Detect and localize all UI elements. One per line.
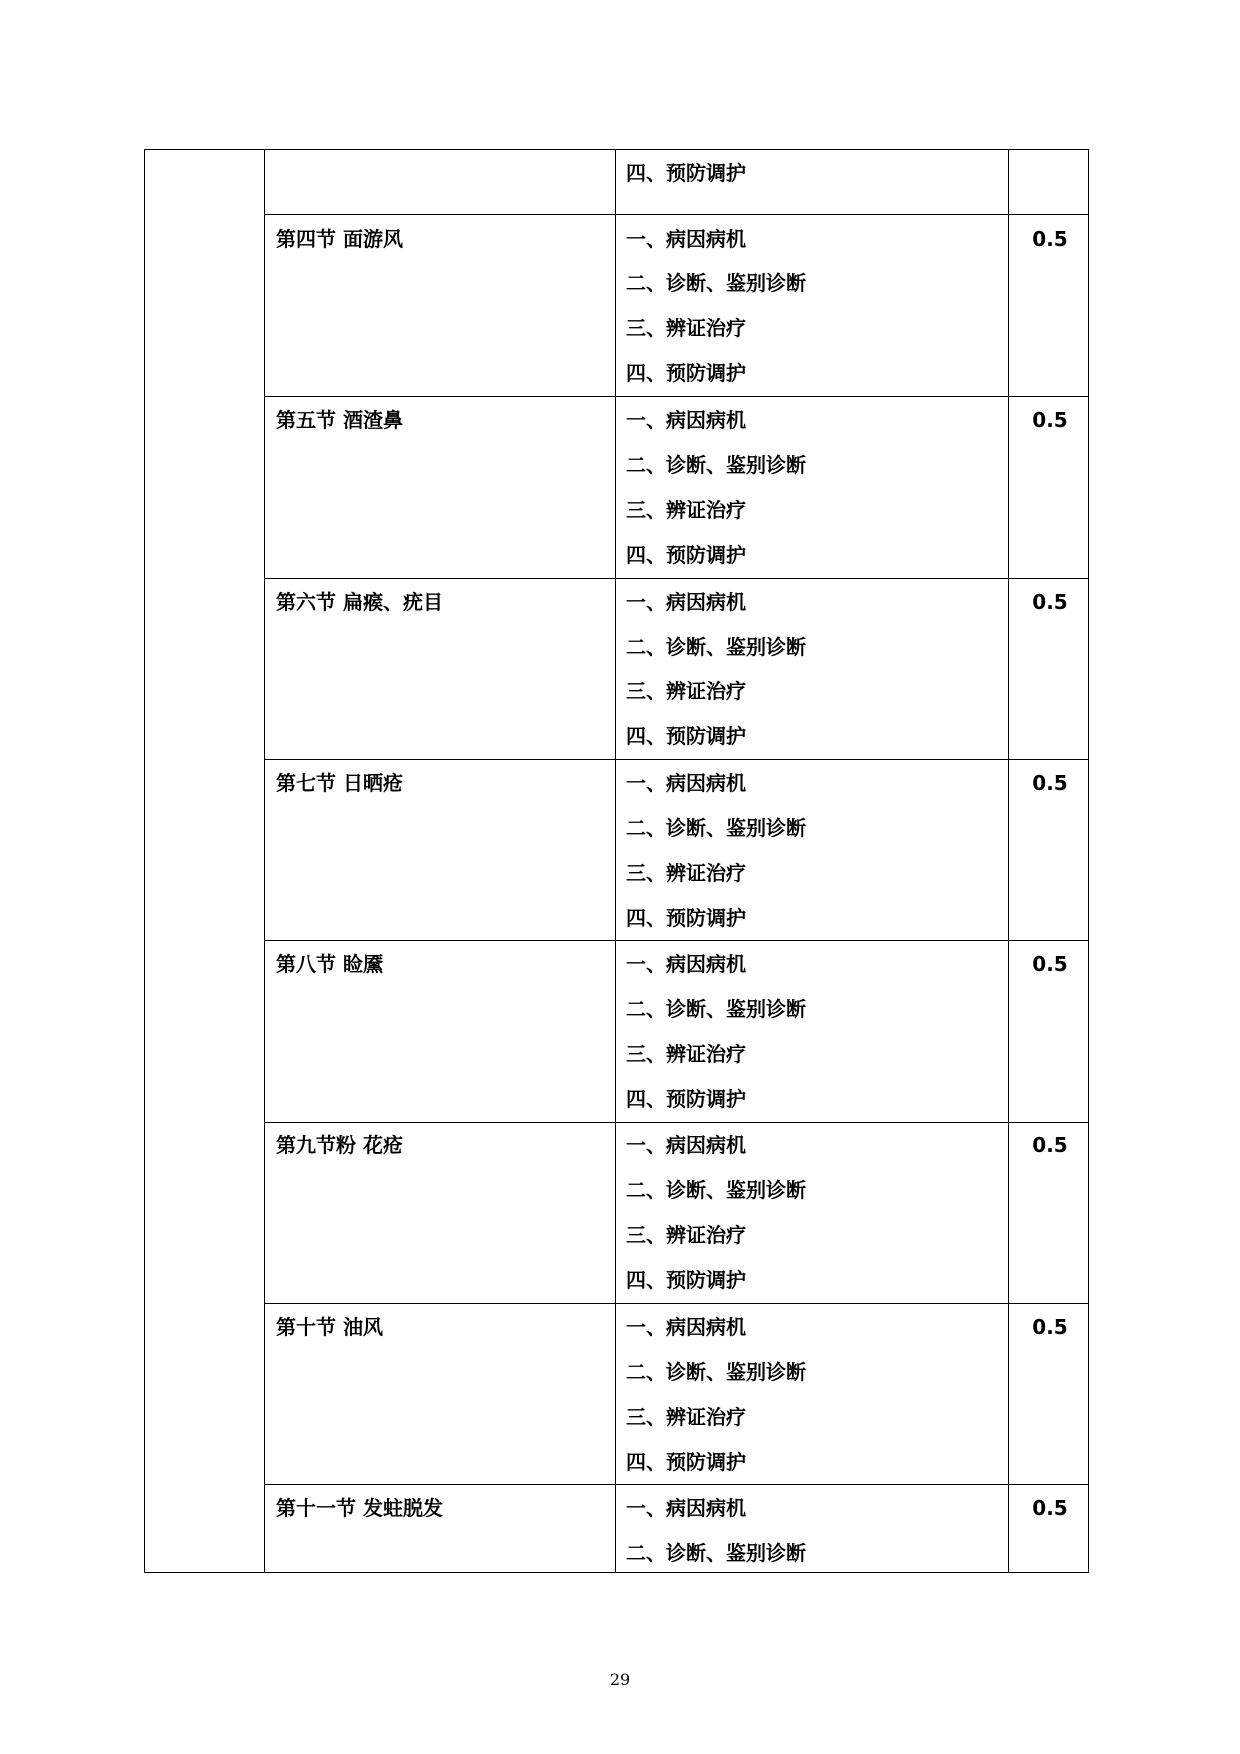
hours-value: 0.5 (1032, 1496, 1068, 1520)
content-item: 三、辨证治疗 (626, 1042, 746, 1066)
column-divider (615, 149, 616, 1573)
content-item: 二、诊断、鉴别诊断 (626, 453, 806, 477)
content-item: 一、病因病机 (626, 952, 746, 976)
content-item: 三、辨证治疗 (626, 1405, 746, 1429)
column-divider (264, 149, 265, 1573)
hours-value: 0.5 (1032, 1133, 1068, 1157)
section-title: 第十节 油风 (276, 1315, 383, 1339)
content-item: 一、病因病机 (626, 408, 746, 432)
content-item: 一、病因病机 (626, 227, 746, 251)
content-item: 三、辨证治疗 (626, 498, 746, 522)
row-divider (264, 214, 1089, 215)
row-divider (264, 1122, 1089, 1123)
content-item: 四、预防调护 (626, 1450, 746, 1474)
hours-value: 0.5 (1032, 771, 1068, 795)
content-item: 四、预防调护 (626, 361, 746, 385)
content-item: 二、诊断、鉴别诊断 (626, 1541, 806, 1565)
content-item: 三、辨证治疗 (626, 316, 746, 340)
content-item: 二、诊断、鉴别诊断 (626, 997, 806, 1021)
section-title: 第七节 日晒疮 (276, 771, 403, 795)
content-item: 一、病因病机 (626, 590, 746, 614)
content-item: 四、预防调护 (626, 906, 746, 930)
content-item: 三、辨证治疗 (626, 1223, 746, 1247)
content-item: 二、诊断、鉴别诊断 (626, 816, 806, 840)
hours-value: 0.5 (1032, 952, 1068, 976)
section-title: 第四节 面游风 (276, 227, 403, 251)
row-divider (264, 759, 1089, 760)
row-divider (264, 1484, 1089, 1485)
page-number: 29 (609, 1670, 631, 1689)
content-item: 一、病因病机 (626, 1315, 746, 1339)
section-title: 第六节 扁瘊、疣目 (276, 590, 443, 614)
row-divider (264, 578, 1089, 579)
content-item: 三、辨证治疗 (626, 679, 746, 703)
content-item: 四、预防调护 (626, 724, 746, 748)
content-item: 二、诊断、鉴别诊断 (626, 271, 806, 295)
section-title: 第八节 睑黡 (276, 952, 383, 976)
hours-value: 0.5 (1032, 408, 1068, 432)
column-divider (1008, 149, 1009, 1573)
section-title: 第九节粉 花疮 (276, 1133, 403, 1157)
content-item: 一、病因病机 (626, 1133, 746, 1157)
content-item: 二、诊断、鉴别诊断 (626, 635, 806, 659)
content-item: 一、病因病机 (626, 1496, 746, 1520)
hours-value: 0.5 (1032, 590, 1068, 614)
content-item: 一、病因病机 (626, 771, 746, 795)
hours-value: 0.5 (1032, 227, 1068, 251)
content-item: 二、诊断、鉴别诊断 (626, 1178, 806, 1202)
row-divider (264, 940, 1089, 941)
row-divider (264, 1303, 1089, 1304)
row-divider (264, 396, 1089, 397)
syllabus-table (144, 149, 1089, 1573)
content-item: 四、预防调护 (626, 543, 746, 567)
content-item: 四、预防调护 (626, 1087, 746, 1111)
content-item: 二、诊断、鉴别诊断 (626, 1360, 806, 1384)
content-item: 三、辨证治疗 (626, 861, 746, 885)
section-title: 第十一节 发蛀脱发 (276, 1496, 443, 1520)
hours-value: 0.5 (1032, 1315, 1068, 1339)
content-item: 四、预防调护 (626, 1268, 746, 1292)
content-item: 四、预防调护 (626, 161, 746, 185)
section-title: 第五节 酒渣鼻 (276, 408, 403, 432)
